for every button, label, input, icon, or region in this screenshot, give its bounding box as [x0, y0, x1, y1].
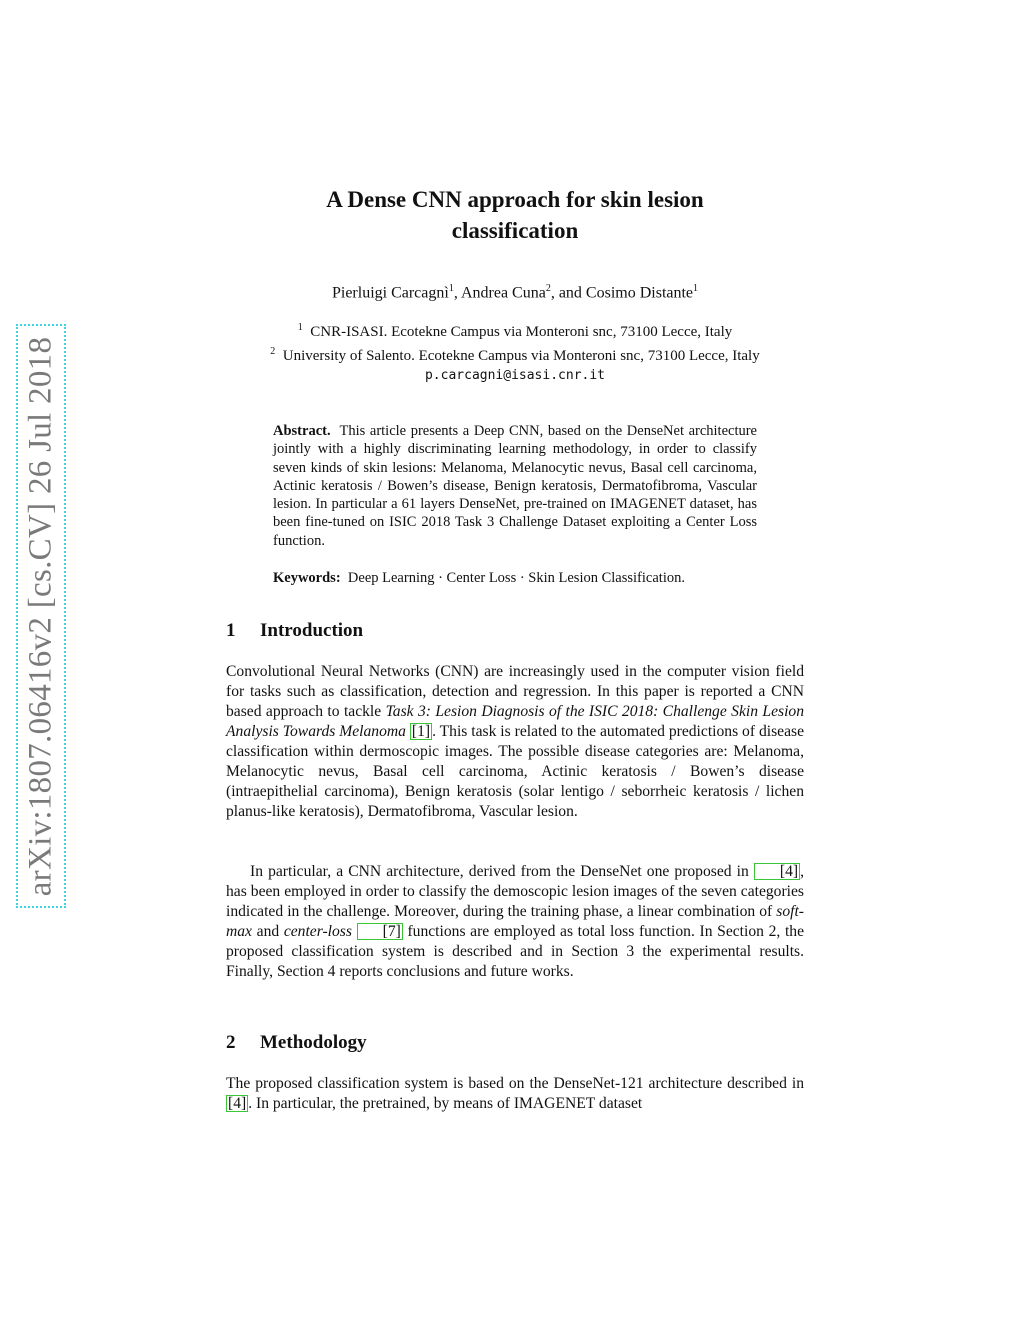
section-title: Methodology: [260, 1032, 367, 1053]
section-title: Introduction: [260, 620, 364, 641]
text-run: In particular, a CNN architecture, derived from the DenseNet one proposed in: [250, 863, 754, 880]
author-affil-mark: 1: [448, 283, 454, 294]
author-separator: ,: [453, 284, 461, 302]
citation-link[interactable]: [4]: [228, 1095, 247, 1112]
author-name: Andrea Cuna: [460, 284, 546, 302]
affiliation-text: CNR-ISASI. Ecotekne Campus via Monteroni snc, 73100 Lecce, Italy: [310, 324, 733, 340]
citation-number: 1: [417, 723, 425, 740]
keywords-text: Deep Learning · Center Loss · Skin Lesion Classification.: [347, 570, 685, 586]
text-run: The proposed classification system is based on the DenseNet-121 architecture described in: [226, 1075, 804, 1092]
abstract-label: Abstract.: [273, 423, 331, 439]
contact-email[interactable]: p.carcagni@isasi.cnr.it: [424, 368, 605, 383]
text-run: functions are employed as total loss function. In Section 2, the proposed classification system is described and in Section 3 the experimental results. Finally, Section 4 reports conclusions and future works.: [226, 923, 805, 980]
citation-link[interactable]: [4]: [754, 863, 800, 880]
arxiv-stamp: [16, 324, 66, 908]
abstract: [273, 422, 757, 550]
text-run: Convolutional Neural Networks (CNN) are increasingly used in the computer vision field for tasks such as classification, detection and regression. In this paper is reported a CNN based approach to tackle: [226, 663, 804, 720]
author-affil-mark: 2: [545, 283, 551, 294]
italic-run: soft-max: [226, 903, 804, 940]
affiliation: [226, 318, 804, 342]
citation-number: 4: [233, 1095, 241, 1112]
keywords-label: Keywords:: [273, 570, 341, 586]
arxiv-stamp-text: arXiv:1807.06416v2 [cs.CV] 26 Jul 2018: [22, 336, 59, 896]
author-list: [226, 283, 804, 302]
intro-paragraph-2: [226, 862, 804, 982]
text-run: . In particular, the pretrained, by means of IMAGENET dataset: [248, 1095, 643, 1112]
citation-link[interactable]: [7]: [357, 923, 403, 940]
author-name: Pierluigi Carcagnì: [331, 284, 449, 302]
paper-title: [226, 184, 804, 246]
section-heading-introduction: [226, 620, 363, 642]
citation-number: 4: [785, 863, 793, 880]
author-name: Cosimo Distante: [585, 284, 694, 302]
author-separator: , and: [550, 284, 586, 302]
affiliation: [226, 342, 804, 366]
intro-paragraph-1: [226, 662, 804, 822]
section-number: 1: [226, 620, 236, 641]
italic-run: center-loss: [283, 923, 352, 940]
methodology-paragraph-1: [226, 1074, 804, 1114]
text-run: , has been employed in order to classify the demoscopic lesion images of the seven categories indicated in the challenge. Moreover, during the training phase, a linear combination of: [226, 863, 804, 920]
italic-run: Task 3: Lesion Diagnosis of the ISIC 2018: Challenge Skin Lesion Analysis Towards Melanoma: [226, 703, 804, 740]
citation-link[interactable]: [1]: [411, 723, 431, 740]
citation-number: 7: [387, 923, 396, 940]
text-run: and: [251, 923, 284, 940]
affiliation-text: University of Salento. Ecotekne Campus via Monteroni snc, 73100 Lecce, Italy: [282, 348, 760, 364]
text-run: . This task is related to the automated predictions of disease classification within dermoscopic images. The possible disease categories are: Melanoma, Melanocytic nevus, Basal cell carcinoma, Actinic keratosis / Bowen’s disease (intraepithelial carcinoma), Benign keratosis (solar lentigo / seborrheic keratosis / lichen planus-like keratosis), Dermatofibroma, Vascular lesion.: [226, 723, 804, 820]
affiliations: [226, 318, 804, 385]
affiliation-mark: 1: [297, 322, 303, 333]
affiliation-mark: 2: [270, 346, 276, 357]
author-affil-mark: 1: [693, 283, 699, 294]
title-line-2: classification: [451, 218, 579, 243]
title-line-1: A Dense CNN approach for skin lesion: [326, 187, 704, 212]
section-number: 2: [226, 1032, 236, 1053]
keywords: [273, 569, 757, 587]
section-heading-methodology: [226, 1032, 367, 1054]
abstract-text: This article presents a Deep CNN, based on the DenseNet architecture jointly with a highly discriminating learning methodology, in order to classify seven kinds of skin lesions: Melanoma, Melanocytic nevus, Basal cell carcinoma, Actinic keratosis / Bowen’s disease, Benign keratosis, Dermatofibroma, Vascular lesion. In particular a 61 layers DenseNet, pre-trained on IMAGENET dataset, has been fine-tuned on ISIC 2018 Task 3 Challenge Dataset exploiting a Center Loss function.: [273, 423, 757, 549]
